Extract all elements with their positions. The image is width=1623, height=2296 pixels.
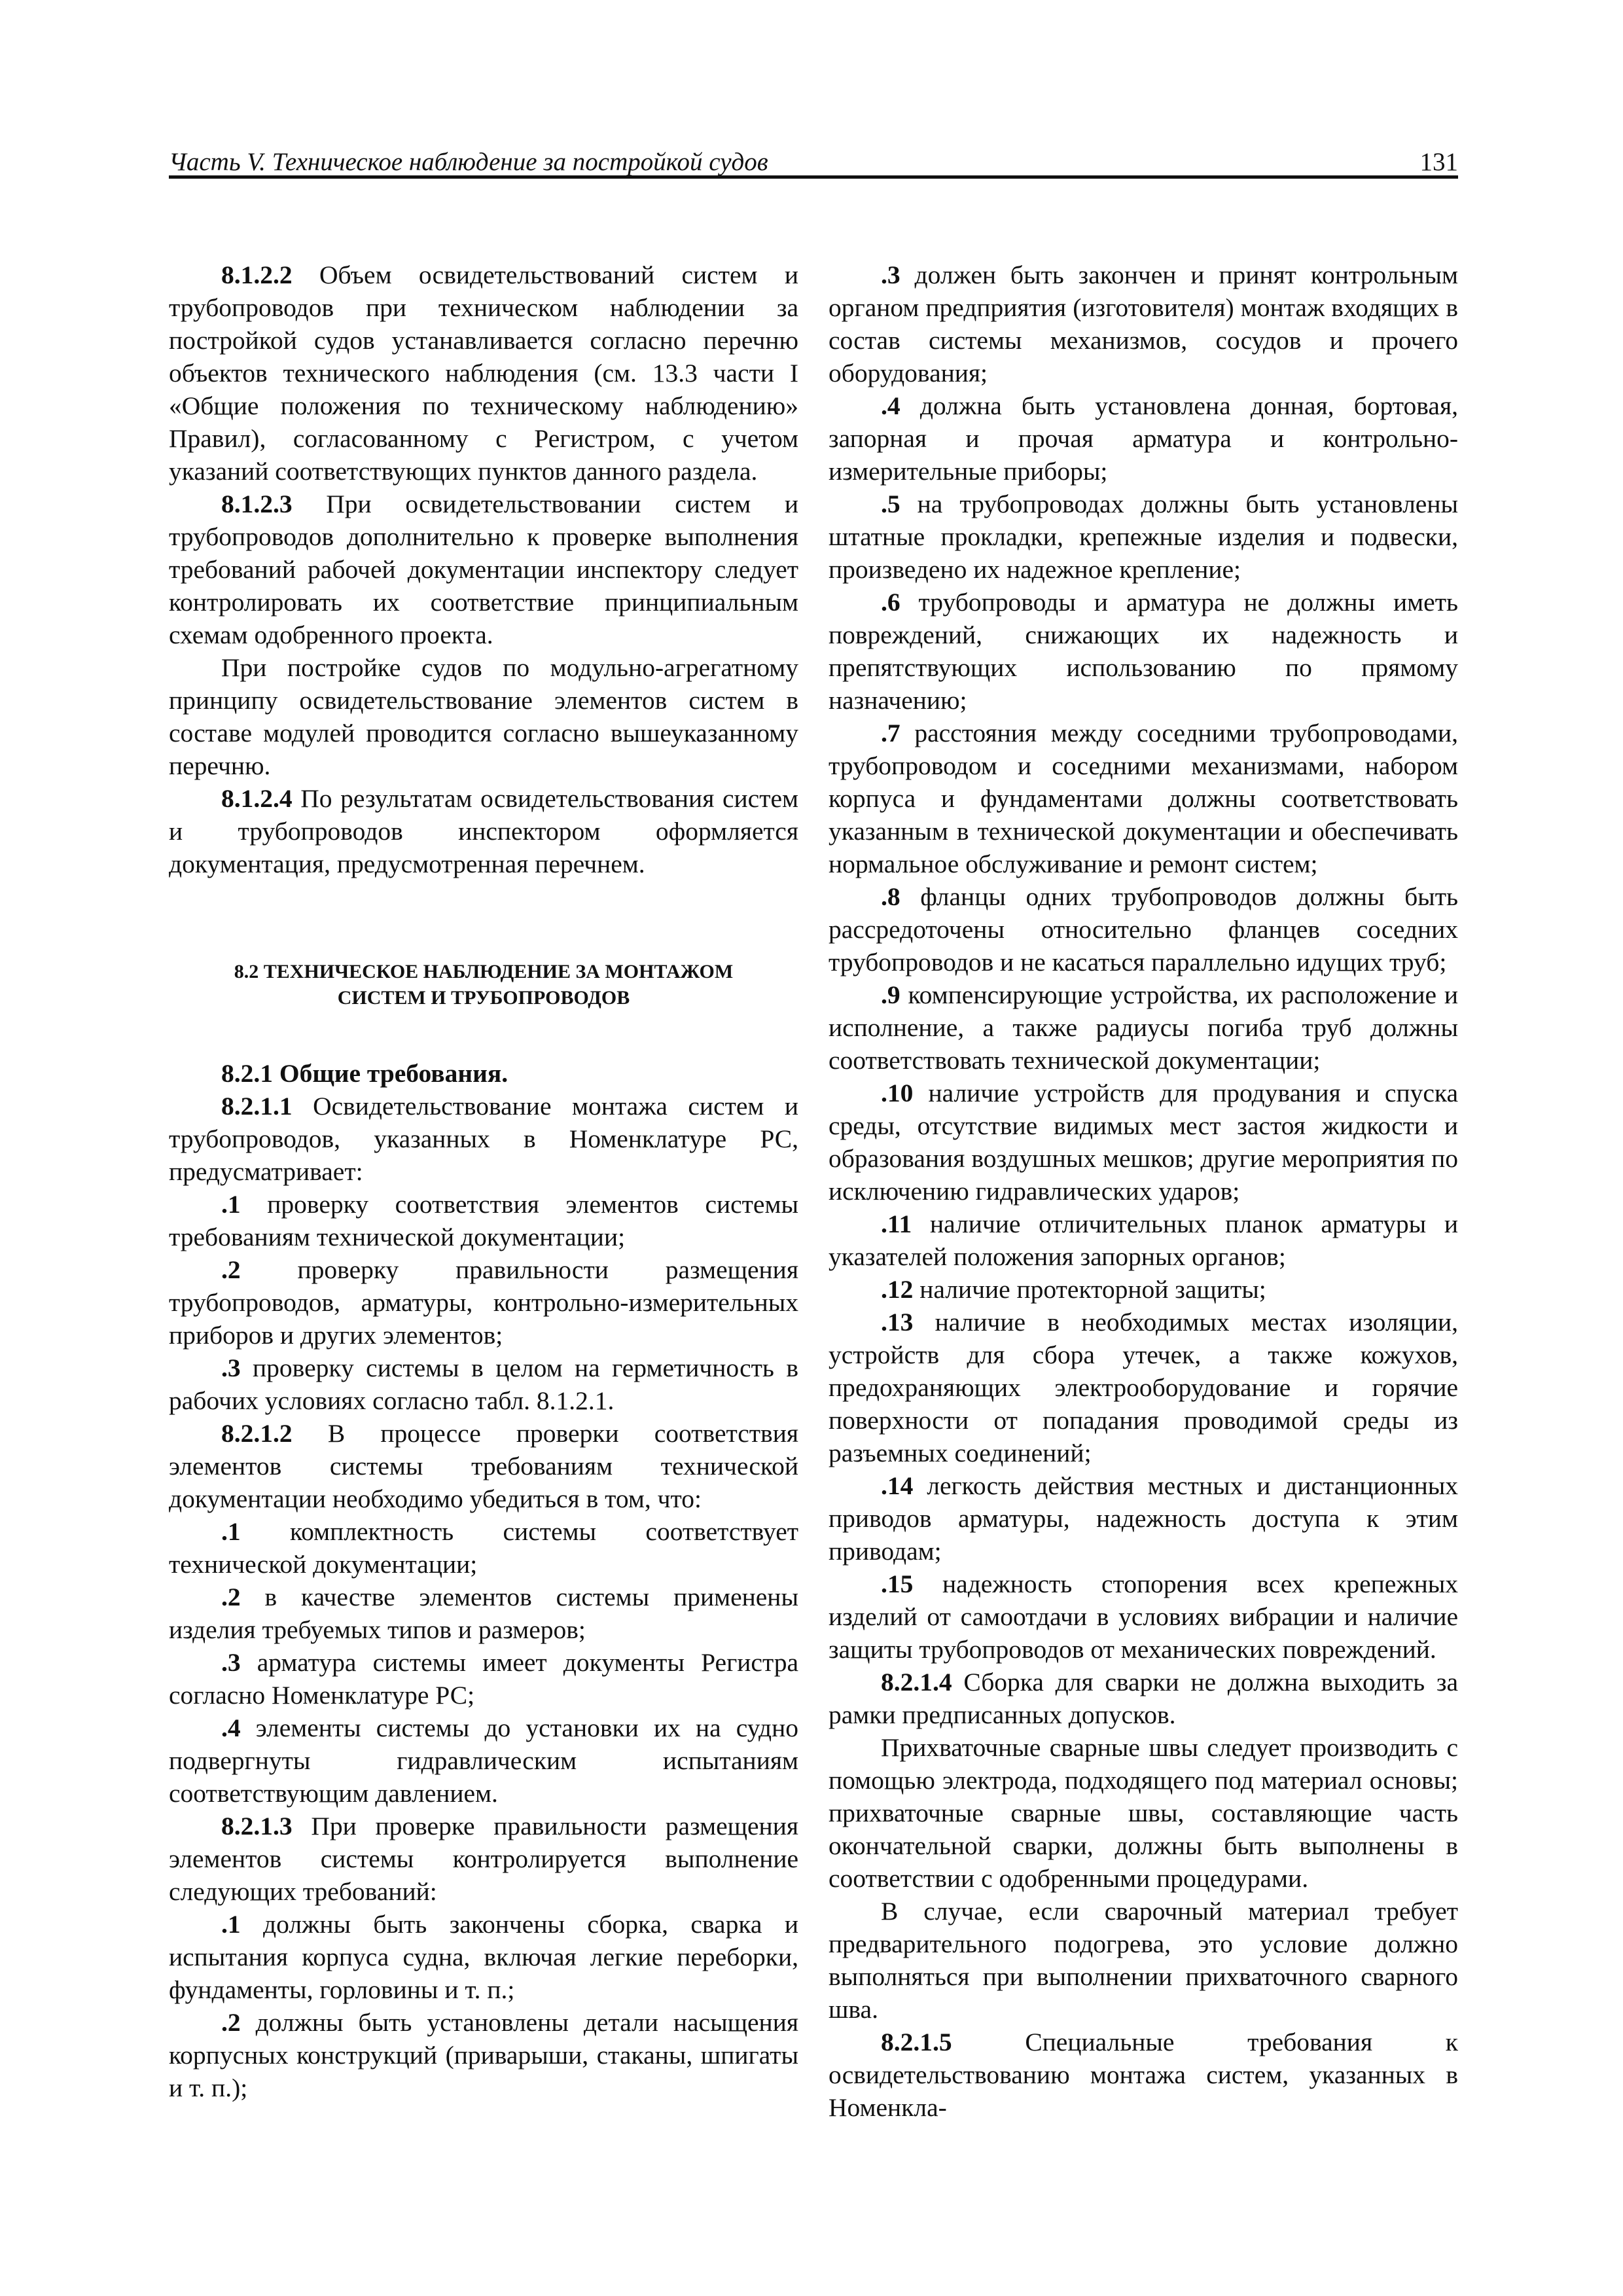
header-rule xyxy=(169,175,1458,179)
list-item: .10 наличие устройств для продувания и спуска среды, отсутствие видимых мест застоя жидкости и образования воздушных мешков; другие мероприятия по исключению гидравлических ударов; xyxy=(829,1079,1458,1206)
paragraph: 8.2.1.3 При проверке правильности размещения элементов системы контролируется выполнение следующих требований: xyxy=(169,1812,798,1906)
paragraph: 8.2.1.4 Сборка для сварки не должна выходить за рамки предписанных допусков. xyxy=(829,1668,1458,1729)
list-item: .14 легкость действия местных и дистанционных приводов арматуры, надежность доступа к этим приводам; xyxy=(829,1471,1458,1566)
list-item: .8 фланцы одних трубопроводов должны быть рассредоточены относительно фланцев соседних трубопроводов и не касаться параллельно идущих труб; xyxy=(829,882,1458,977)
list-item: .3 должен быть закончен и принят контрольным органом предприятия (изготовителя) монтаж входящих в состав системы механизмов, сосудов и прочего оборудования; xyxy=(829,260,1458,387)
list-item: .2 должны быть установлены детали насыщения корпусных конструкций (приварыши, стаканы, шпигаты и т. п.); xyxy=(169,2008,798,2102)
paragraph: При постройке судов по модульно-агрегатному принципу освидетельствование элементов систем в составе модулей проводится согласно вышеуказанному перечню. xyxy=(169,653,798,780)
list-item: .4 элементы системы до установки их на судно подвергнуты гидравлическим испытаниям соответствующим давлением. xyxy=(169,1713,798,1808)
list-item: .7 расстояния между соседними трубопроводами, трубопроводом и соседними механизмами, набором корпуса и фундаментами должны соответствовать указанным в технической документации и обеспечивать нормальное обслуживание и ремонт систем; xyxy=(829,719,1458,878)
list-item: .9 компенсирующие устройства, их расположение и исполнение, а также радиусы погиба труб должны соответствовать технической документации; xyxy=(829,980,1458,1075)
paragraph: 8.2.1.2 В процессе проверки соответствия элементов системы требованиям технической документации необходимо убедиться в том, что: xyxy=(169,1419,798,1513)
paragraph: 8.1.2.2 Объем освидетельствований систем и трубопроводов при техническом наблюдении за постройкой судов устанавливается согласно перечню объектов технического наблюдения (см. 13.3 части I «Общие положения по техническому наблюдению» Правил), согласованному с Регистром, с учетом указаний соответствующих пунктов данного раздела. xyxy=(169,260,798,486)
list-item: .1 комплектность системы соответствует технической документации; xyxy=(169,1517,798,1579)
page-header xyxy=(169,141,1458,180)
list-item: .11 наличие отличительных планок арматуры и указателей положения запорных органов; xyxy=(829,1210,1458,1271)
paragraph: 8.2.1.5 Специальные требования к освидетельствованию монтажа систем, указанных в Номенкла- xyxy=(829,2028,1458,2122)
list-item: .3 арматура системы имеет документы Регистра согласно Номенклатуре РС; xyxy=(169,1648,798,1710)
list-item: .15 надежность стопорения всех крепежных изделий от самоотдачи в условиях вибрации и наличие защиты трубопроводов от механических повреждений. xyxy=(829,1570,1458,1664)
list-item: .5 на трубопроводах должны быть установлены штатные прокладки, крепежные изделия и подвески, произведено их надежное крепление; xyxy=(829,490,1458,584)
section-heading: 8.2 ТЕХНИЧЕСКОЕ НАБЛЮДЕНИЕ ЗА МОНТАЖОМ СИСТЕМ И ТРУБОПРОВОДОВ xyxy=(234,961,734,1009)
paragraph: 8.1.2.3 При освидетельствовании систем и трубопроводов дополнительно к проверке выполнения требований рабочей документации инспектору следует контролировать их соответствие принципиальным схемам одобренного проекта. xyxy=(169,490,798,649)
paragraph: В случае, если сварочный материал требует предварительного подогрева, это условие должно выполняться при выполнении прихваточного сварного шва. xyxy=(829,1897,1458,2024)
list-item: .3 проверку системы в целом на герметичность в рабочих условиях согласно табл. 8.1.2.1. xyxy=(169,1354,798,1415)
subsection-heading: 8.2.1 Общие требования. xyxy=(221,1059,508,1088)
list-item: .12 наличие протекторной защиты; xyxy=(881,1275,1266,1304)
paragraph: 8.2.1.1 Освидетельствование монтажа систем и трубопроводов, указанных в Номенклатуре РС, предусматривает: xyxy=(169,1092,798,1186)
page-number: 131 xyxy=(1419,148,1458,176)
list-item: .13 наличие в необходимых местах изоляции, устройств для сбора утечек, а также кожухов, предохраняющих электрооборудование и горячие поверхности от попадания проводимой среды из разъемных соединений; xyxy=(829,1308,1458,1467)
list-item: .1 должны быть закончены сборка, сварка и испытания корпуса судна, включая легкие переборки, фундаменты, горловины и т. п.; xyxy=(169,1910,798,2004)
left-column xyxy=(169,259,798,2104)
right-column xyxy=(829,259,1458,2124)
paragraph: 8.1.2.4 По результатам освидетельствования систем и трубопроводов инспектором оформляется документация, предусмотренная перечнем. xyxy=(169,784,798,878)
paragraph: Прихваточные сварные швы следует производить с помощью электрода, подходящего под материал основы; прихваточные сварные швы, составляющие часть окончательной сварки, должны быть выполнены в соответствии с одобренными процедурами. xyxy=(829,1733,1458,1893)
list-item: .1 проверку соответствия элементов системы требованиям технической документации; xyxy=(169,1190,798,1251)
list-item: .2 в качестве элементов системы применены изделия требуемых типов и размеров; xyxy=(169,1583,798,1644)
list-item: .4 должна быть установлена донная, бортовая, запорная и прочая арматура и контрольно-измерительные приборы; xyxy=(829,391,1458,486)
list-item: .6 трубопроводы и арматура не должны иметь повреждений, снижающих их надежность и препятствующих использованию по прямому назначению; xyxy=(829,588,1458,715)
list-item: .2 проверку правильности размещения трубопроводов, арматуры, контрольно-измерительных приборов и других элементов; xyxy=(169,1255,798,1350)
running-title: Часть V. Техническое наблюдение за постройкой судов xyxy=(169,148,768,176)
